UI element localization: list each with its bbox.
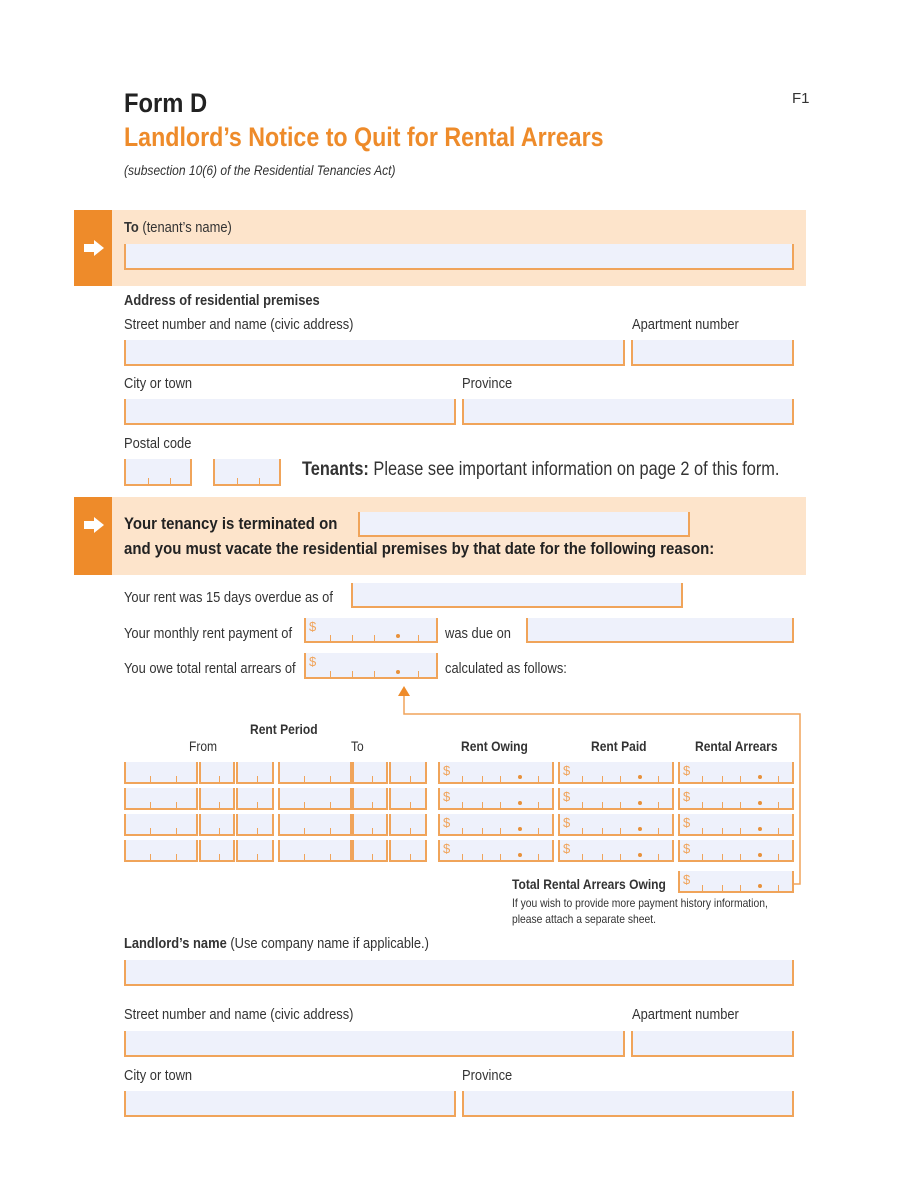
landlord-city-label: City or town — [124, 1067, 193, 1084]
from-year-field-row-4[interactable] — [236, 840, 274, 862]
city-label: City or town — [124, 375, 193, 392]
postal-field-1[interactable] — [124, 459, 192, 486]
to-day-field-row-4[interactable] — [278, 840, 352, 862]
rent-owing-field-row-1[interactable] — [438, 762, 554, 784]
tenant-name-field[interactable] — [124, 244, 794, 270]
rent-owing-field-row-2[interactable] — [438, 788, 554, 810]
page-title: Landlord’s Notice to Quit for Rental Arrears — [124, 122, 604, 152]
monthly-label: Your monthly rent payment of — [124, 625, 293, 642]
tenants-note — [302, 459, 779, 481]
province-field[interactable] — [462, 399, 794, 425]
to-year-field-row-3[interactable] — [389, 814, 427, 836]
landlord-city-field[interactable] — [124, 1091, 456, 1117]
dollar-sign: $ — [443, 763, 451, 778]
from-header: From — [189, 738, 218, 754]
due-on-label: was due on — [445, 625, 511, 642]
address-heading: Address of residential premises — [124, 292, 320, 309]
rental-arrears-field-row-2[interactable] — [678, 788, 794, 810]
dollar-sign: $ — [563, 815, 571, 830]
from-day-field-row-2[interactable] — [124, 788, 198, 810]
rent-owing-field-row-3[interactable] — [438, 814, 554, 836]
overdue-label: Your rent was 15 days overdue as of — [124, 589, 333, 606]
rent-paid-field-row-2[interactable] — [558, 788, 674, 810]
dollar-sign: $ — [309, 619, 317, 634]
dollar-sign: $ — [563, 841, 571, 856]
street-label: Street number and name (civic address) — [124, 316, 354, 333]
to-year-field-row-4[interactable] — [389, 840, 427, 862]
from-year-field-row-1[interactable] — [236, 762, 274, 784]
arrow-right-icon — [84, 517, 104, 533]
from-month-field-row-4[interactable] — [199, 840, 235, 862]
rent-owing-header: Rent Owing — [461, 738, 528, 754]
postal-label: Postal code — [124, 435, 192, 452]
total-note-2: please attach a separate sheet. — [512, 912, 657, 926]
overdue-date-field[interactable] — [351, 583, 683, 608]
landlord-name-field[interactable] — [124, 960, 794, 986]
monthly-amount-field[interactable] — [304, 618, 438, 643]
from-day-field-row-3[interactable] — [124, 814, 198, 836]
dollar-sign: $ — [443, 815, 451, 830]
landlord-apartment-field[interactable] — [631, 1031, 794, 1057]
city-field[interactable] — [124, 399, 456, 425]
apartment-field[interactable] — [631, 340, 794, 366]
rent-paid-field-row-4[interactable] — [558, 840, 674, 862]
from-month-field-row-1[interactable] — [199, 762, 235, 784]
dollar-sign: $ — [443, 841, 451, 856]
apartment-label: Apartment number — [632, 316, 739, 333]
rental-arrears-field-row-1[interactable] — [678, 762, 794, 784]
rental-arrears-field-row-3[interactable] — [678, 814, 794, 836]
total-note-1: If you wish to provide more payment history information, — [512, 896, 768, 910]
rent-owing-field-row-4[interactable] — [438, 840, 554, 862]
page-code: F1 — [792, 90, 810, 107]
dollar-sign: $ — [683, 789, 691, 804]
tenants-note-bold: Tenants: — [302, 459, 369, 480]
dollar-sign: $ — [563, 763, 571, 778]
termination-line2: and you must vacate the residential premises by that date for the following reason: — [124, 539, 715, 558]
arrears-amount-field[interactable] — [304, 653, 438, 679]
landlord-street-label: Street number and name (civic address) — [124, 1006, 354, 1023]
termination-arrow-box — [74, 497, 112, 575]
landlord-name-label — [124, 935, 429, 952]
landlord-name-rest: (Use company name if applicable.) — [230, 935, 429, 952]
from-day-field-row-4[interactable] — [124, 840, 198, 862]
rent-period-header: Rent Period — [250, 721, 318, 737]
to-month-field-row-4[interactable] — [352, 840, 388, 862]
to-label — [124, 219, 232, 236]
from-day-field-row-1[interactable] — [124, 762, 198, 784]
rent-paid-field-row-3[interactable] — [558, 814, 674, 836]
dollar-sign: $ — [309, 654, 317, 669]
arrow-right-icon — [84, 240, 104, 256]
dollar-sign: $ — [563, 789, 571, 804]
street-field[interactable] — [124, 340, 625, 366]
dollar-sign: $ — [683, 841, 691, 856]
dollar-sign: $ — [443, 789, 451, 804]
form-label: Form D — [124, 88, 208, 118]
to-day-field-row-1[interactable] — [278, 762, 352, 784]
landlord-province-field[interactable] — [462, 1091, 794, 1117]
to-month-field-row-2[interactable] — [352, 788, 388, 810]
page-subtitle: (subsection 10(6) of the Residential Tenancies Act) — [124, 162, 396, 178]
termination-line1: Your tenancy is terminated on — [124, 514, 338, 533]
from-year-field-row-3[interactable] — [236, 814, 274, 836]
to-year-field-row-2[interactable] — [389, 788, 427, 810]
from-month-field-row-2[interactable] — [199, 788, 235, 810]
dollar-sign: $ — [683, 763, 691, 778]
rental-arrears-header: Rental Arrears — [695, 738, 778, 754]
to-label-rest: (tenant’s name) — [142, 219, 232, 236]
to-header: To — [351, 738, 364, 754]
landlord-street-field[interactable] — [124, 1031, 625, 1057]
termination-date-field[interactable] — [358, 512, 690, 537]
owe-label: You owe total rental arrears of — [124, 660, 296, 677]
postal-field-2[interactable] — [213, 459, 281, 486]
rent-paid-header: Rent Paid — [591, 738, 647, 754]
to-year-field-row-1[interactable] — [389, 762, 427, 784]
dollar-sign: $ — [683, 815, 691, 830]
to-day-field-row-3[interactable] — [278, 814, 352, 836]
to-month-field-row-1[interactable] — [352, 762, 388, 784]
to-day-field-row-2[interactable] — [278, 788, 352, 810]
calc-label: calculated as follows: — [445, 660, 567, 677]
province-label: Province — [462, 375, 513, 392]
rent-paid-field-row-1[interactable] — [558, 762, 674, 784]
due-date-field[interactable] — [526, 618, 794, 643]
from-month-field-row-3[interactable] — [199, 814, 235, 836]
landlord-name-bold: Landlord’s name — [124, 935, 227, 952]
to-month-field-row-3[interactable] — [352, 814, 388, 836]
rental-arrears-field-row-4[interactable] — [678, 840, 794, 862]
to-label-bold: To — [124, 219, 139, 236]
dollar-sign: $ — [683, 872, 691, 887]
total-label: Total Rental Arrears Owing — [512, 876, 666, 892]
landlord-apartment-label: Apartment number — [632, 1006, 739, 1023]
to-arrow-box — [74, 210, 112, 286]
tenants-note-text: Please see important information on page 2 of this form. — [373, 459, 780, 480]
from-year-field-row-2[interactable] — [236, 788, 274, 810]
total-arrears-field[interactable] — [678, 871, 794, 893]
landlord-province-label: Province — [462, 1067, 513, 1084]
